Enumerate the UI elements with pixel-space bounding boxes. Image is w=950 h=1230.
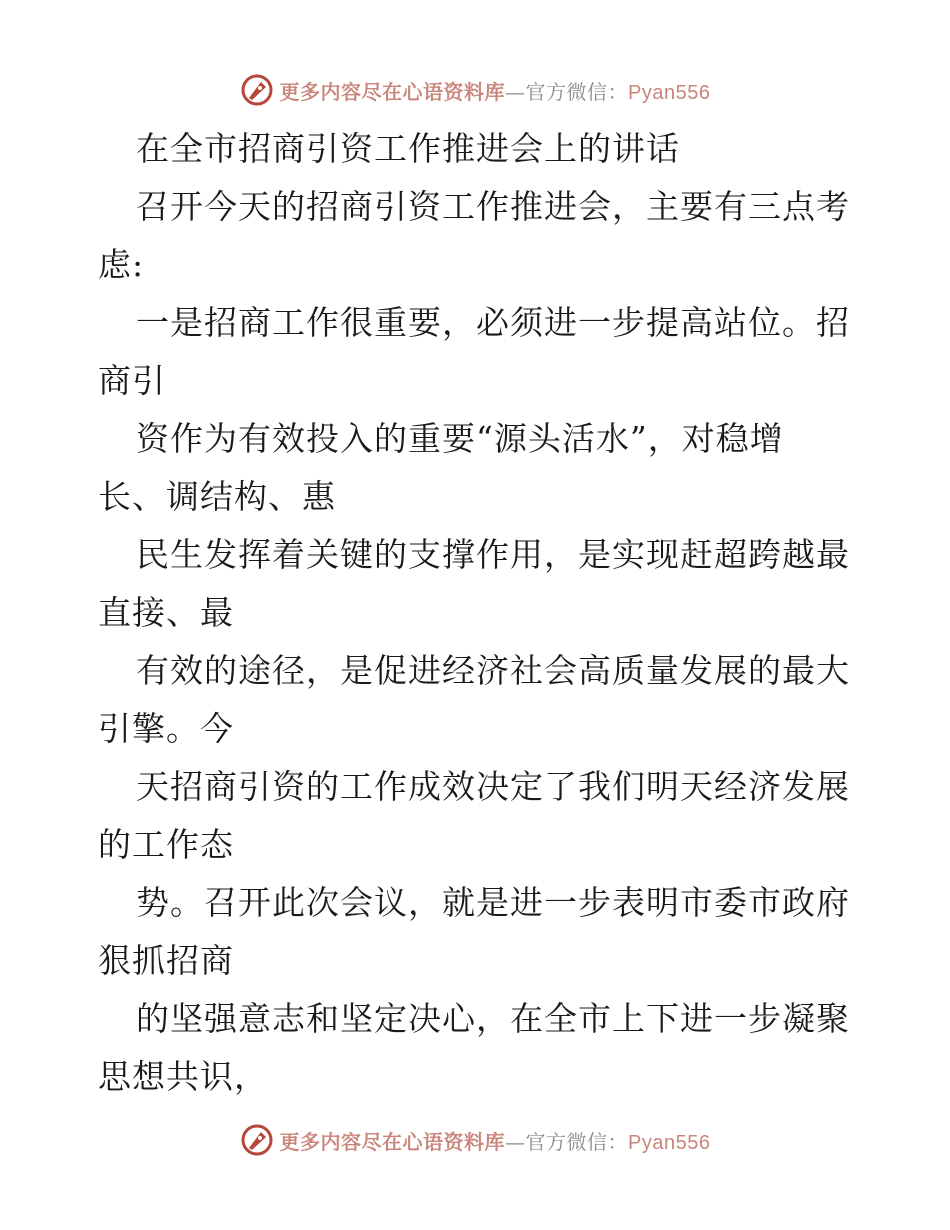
document-line: 召开今天的招商引资工作推进会，主要有三点考 — [136, 187, 850, 226]
document-line: 狠抓招商 — [98, 941, 234, 980]
header-banner — [0, 70, 950, 110]
banner-separator: — — [505, 1129, 526, 1154]
document-line: 资作为有效投入的重要“源头活水”，对稳增 — [136, 419, 784, 458]
banner-wechat-id: Pyan556 — [628, 1131, 711, 1154]
document-line: 商引 — [98, 361, 166, 400]
banner-title: 更多内容尽在心语资料库 — [279, 79, 506, 104]
document-line: 思想共识， — [98, 1057, 268, 1096]
document-line: 虑: — [98, 245, 145, 284]
document-line: 天招商引资的工作成效决定了我们明天经济发展 — [136, 767, 850, 806]
document-line: 有效的途径，是促进经济社会高质量发展的最大 — [136, 651, 850, 690]
banner-title: 更多内容尽在心语资料库 — [279, 1129, 506, 1154]
banner-separator: — — [505, 79, 526, 104]
banner-wechat-id: Pyan556 — [628, 81, 711, 104]
pen-nib-logo-icon — [240, 73, 274, 107]
document-line: 一是招商工作很重要，必须进一步提高站位。招 — [136, 303, 850, 342]
banner-text — [280, 76, 711, 105]
banner-wechat-label: 官方微信： — [525, 79, 629, 104]
document-line: 民生发挥着关键的支撑作用，是实现赶超跨越最 — [136, 535, 850, 574]
document-line: 在全市招商引资工作推进会上的讲话 — [136, 129, 680, 168]
banner-text — [280, 1126, 711, 1155]
document-line: 的坚强意志和坚定决心，在全市上下进一步凝聚 — [136, 999, 850, 1038]
document-line: 直接、最 — [98, 593, 234, 632]
footer-banner — [0, 1120, 950, 1160]
document-line: 的工作态 — [98, 825, 234, 864]
document-body — [98, 120, 858, 1106]
pen-nib-logo-icon — [240, 1123, 274, 1157]
banner-wechat-label: 官方微信： — [525, 1129, 629, 1154]
document-line: 势。召开此次会议，就是进一步表明市委市政府 — [136, 883, 850, 922]
document-line: 引擎。今 — [98, 709, 234, 748]
document-line: 长、调结构、惠 — [98, 477, 336, 516]
